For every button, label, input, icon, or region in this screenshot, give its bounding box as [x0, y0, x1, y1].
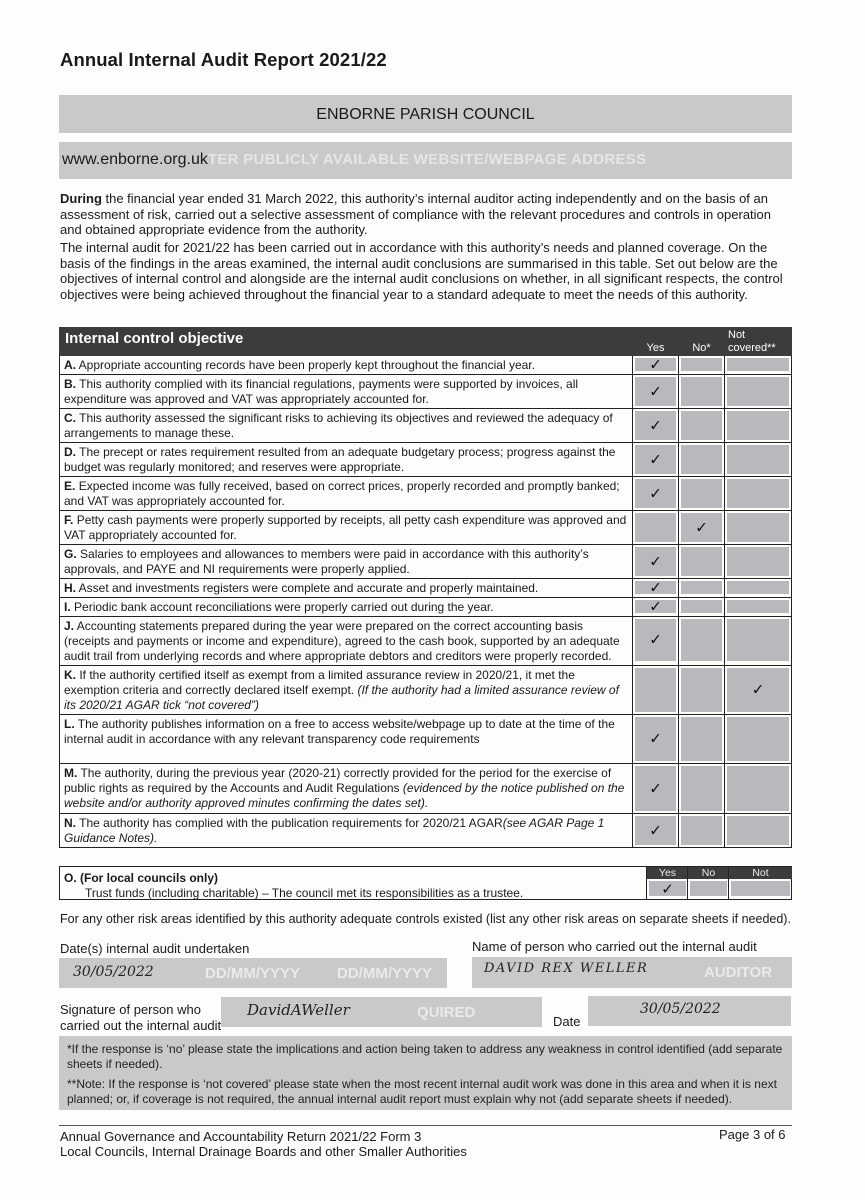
objective-cell [60, 375, 633, 409]
section-o-heading: O. (For local councils only) [64, 871, 219, 885]
notes-box [59, 1036, 792, 1110]
objective-letter: H. [64, 581, 76, 595]
date-label: Date [553, 1014, 581, 1029]
table-row [60, 511, 792, 545]
objective-text: Asset and investments registers were complete and accurate and properly maintained. [78, 581, 539, 595]
dates-field[interactable] [59, 958, 447, 988]
checkbox-fill [727, 619, 789, 661]
footer-divider [59, 1125, 792, 1126]
table-row [60, 764, 792, 814]
checkbox-fill [635, 597, 676, 615]
no-checkbox[interactable] [679, 356, 725, 375]
yes-checkbox[interactable] [633, 511, 679, 545]
no-checkbox[interactable] [679, 579, 725, 598]
objective-text: This authority assessed the significant risks to achieving its objectives and reviewed the adequacy of arrangements to manage these. [64, 411, 613, 440]
yes-checkbox[interactable] [633, 598, 679, 617]
checkbox-fill [635, 479, 676, 508]
objective-text: Salaries to employees and allowances to members were paid in accordance with this authority’s approvals, and PAYE and NI requirements were properly applied. [64, 547, 589, 576]
objective-text: If the authority certified itself as exempt from a limited assurance review in 2020/21, it met the exemption criteria and correctly declared itself exempt. [64, 668, 575, 697]
table-row [60, 666, 792, 715]
table-row [60, 409, 792, 443]
checkbox-fill [727, 358, 789, 371]
auditor-label: Name of person who carried out the internal audit [472, 939, 757, 954]
yes-checkbox[interactable] [633, 764, 679, 814]
objective-cell [60, 617, 633, 666]
objective-cell [60, 443, 633, 477]
header-not-covered [725, 328, 792, 356]
table-row [60, 443, 792, 477]
objective-letter: K. [64, 668, 76, 682]
checkbox-fill [635, 547, 676, 576]
checkbox-fill [635, 445, 676, 474]
section-o-na[interactable] [728, 867, 792, 900]
yes-checkbox[interactable] [633, 409, 679, 443]
date-placeholder-1: DD/MM/YYYY [205, 965, 301, 982]
checkbox-fill [635, 816, 676, 845]
tick-mark: ✓ [649, 578, 662, 596]
website-url: www.enborne.org.uk [62, 151, 208, 168]
tick-mark: ✓ [649, 450, 662, 468]
date-value: 30/05/2022 [640, 1001, 721, 1017]
table-row [60, 375, 792, 409]
checkbox-fill [727, 766, 789, 811]
no-checkbox[interactable] [679, 375, 725, 409]
tick-mark: ✓ [751, 680, 765, 699]
tick-mark: ✓ [649, 779, 662, 797]
checkbox-fill [635, 411, 676, 440]
objective-text: The authority publishes information on a free to access website/webpage up to date at the time of the internal audit in accordance with any relevant transparency code requirements [64, 717, 615, 746]
objective-cell [60, 545, 633, 579]
footer-form-title: Annual Governance and Accountability Return 2021/22 Form 3 [60, 1129, 422, 1144]
section-o-yes-label: Yes [647, 867, 688, 879]
checkbox-fill [727, 513, 789, 542]
checkbox-fill [635, 619, 676, 661]
objective-text: The precept or rates requirement resulted from an adequate budgetary process; progress against the budget was regularly monitored; and reserves were appropriate. [64, 445, 616, 474]
objective-cell [60, 715, 633, 764]
page-number: Page 3 of 6 [719, 1127, 786, 1142]
signature-placeholder: QUIRED [417, 1004, 476, 1021]
checkbox-fill [727, 600, 789, 613]
objective-letter: A. [64, 358, 76, 372]
no-checkbox[interactable] [679, 666, 725, 715]
yes-checkbox[interactable] [633, 666, 679, 715]
objective-cell [60, 409, 633, 443]
table-row [60, 814, 792, 848]
tick-mark: ✓ [649, 821, 662, 839]
tick-mark: ✓ [649, 355, 662, 373]
not-covered-checkbox[interactable] [725, 375, 792, 409]
section-o-yes-box[interactable] [649, 881, 686, 896]
objective-note: (evidenced by the notice published on the website and/or authority approved minutes confirming the dates set). [64, 781, 625, 810]
dates-value: 30/05/2022 [73, 964, 154, 980]
objective-note: (If the authority had a limited assurance review of its 2020/21 AGAR tick “not covered”) [64, 683, 619, 712]
not-covered-checkbox[interactable] [725, 356, 792, 375]
yes-checkbox[interactable] [633, 715, 679, 764]
checkbox-fill [681, 668, 722, 712]
yes-checkbox[interactable] [633, 443, 679, 477]
tick-mark: ✓ [695, 518, 708, 536]
signature-label-1: Signature of person who [60, 1002, 201, 1017]
checkbox-fill [681, 377, 722, 406]
table-row [60, 715, 792, 764]
yes-checkbox[interactable] [633, 579, 679, 598]
tick-mark: ✓ [649, 382, 662, 400]
objective-cell [60, 814, 633, 848]
objective-letter: B. [64, 377, 76, 391]
checkbox-fill [727, 411, 789, 440]
checkbox-fill [727, 717, 789, 761]
checkbox-fill [635, 717, 676, 761]
not-covered-checkbox[interactable] [725, 409, 792, 443]
header-not: Not [728, 329, 746, 341]
tick-mark: ✓ [649, 552, 662, 570]
other-risks-text: For any other risk areas identified by this authority adequate controls existed (list any other risk areas on separate sheets if needed). [60, 912, 791, 926]
table-header [60, 328, 792, 356]
checkbox-fill [727, 668, 789, 712]
date-field[interactable] [588, 996, 791, 1026]
not-covered-checkbox[interactable] [725, 477, 792, 511]
not-covered-checkbox[interactable] [725, 764, 792, 814]
objective-text: Appropriate accounting records have been properly kept throughout the financial year. [78, 358, 535, 372]
checkbox-fill [681, 619, 722, 661]
yes-checkbox[interactable] [633, 617, 679, 666]
no-checkbox[interactable] [679, 764, 725, 814]
not-covered-checkbox[interactable] [725, 511, 792, 545]
checkbox-fill [635, 513, 676, 542]
no-checkbox[interactable] [679, 715, 725, 764]
checkbox-fill [681, 581, 722, 594]
intro-paragraph-1 [60, 191, 790, 238]
header-objective: Internal control objective [60, 328, 633, 356]
section-o-na-box[interactable] [731, 881, 790, 896]
yes-checkbox[interactable] [633, 477, 679, 511]
no-checkbox[interactable] [679, 545, 725, 579]
objective-letter: L. [64, 717, 75, 731]
objective-text: The authority has complied with the publication requirements for 2020/21 AGAR [79, 816, 503, 830]
checkbox-fill [681, 445, 722, 474]
yes-checkbox[interactable] [633, 375, 679, 409]
section-o-text [64, 871, 523, 901]
tick-mark: ✓ [649, 597, 662, 615]
not-covered-checkbox[interactable] [725, 814, 792, 848]
checkbox-fill [681, 479, 722, 508]
objective-letter: I. [64, 600, 71, 614]
no-checkbox[interactable] [679, 409, 725, 443]
no-checkbox[interactable] [679, 443, 725, 477]
table-row [60, 598, 792, 617]
checkbox-fill [681, 600, 722, 613]
tick-mark: ✓ [661, 879, 674, 898]
section-o-yes[interactable] [646, 867, 688, 900]
objective-cell [60, 666, 633, 715]
objective-cell [60, 511, 633, 545]
objective-letter: M. [64, 766, 78, 780]
objective-letter: F. [64, 513, 74, 527]
signature-value: DavidAWeller [247, 1001, 350, 1019]
page-title: Annual Internal Audit Report 2021/22 [60, 49, 387, 70]
checkbox-fill [727, 547, 789, 576]
section-o-no[interactable] [687, 867, 729, 900]
objective-letter: J. [64, 619, 75, 633]
checkbox-fill [681, 717, 722, 761]
tick-mark: ✓ [649, 484, 662, 502]
section-o-description: Trust funds (including charitable) – The council met its responsibilities as a trustee. [85, 886, 524, 900]
header-no: No* [679, 328, 725, 356]
not-covered-checkbox[interactable] [725, 666, 792, 715]
no-checkbox[interactable] [679, 477, 725, 511]
header-covered: covered** [728, 342, 776, 354]
yes-checkbox[interactable] [633, 356, 679, 375]
website-placeholder: TER PUBLICLY AVAILABLE WEBSITE/WEBPAGE ADDRESS [207, 151, 647, 168]
objective-cell [60, 579, 633, 598]
objective-cell [60, 356, 633, 375]
checkbox-fill [635, 355, 676, 373]
signature-label-2: carried out the internal audit [60, 1018, 222, 1033]
objective-text: Periodic bank account reconciliations were properly carried out during the year. [74, 600, 494, 614]
note-no: *If the response is ‘no’ please state the implications and action being taken to address any weakness in control identified (add separate sheets if needed). [67, 1042, 783, 1071]
checkbox-fill [681, 766, 722, 811]
header-yes: Yes [633, 328, 679, 356]
footer-authority-type: Local Councils, Internal Drainage Boards and other Smaller Authorities [60, 1144, 467, 1159]
tick-mark: ✓ [649, 630, 662, 649]
objective-text: Accounting statements prepared during the year were prepared on the correct accounting basis (receipts and payments or income and expenditure), agreed to the cash book, supported by an adequate audit trail from underlying records and where appropriate debtors and creditors were properly recorded. [64, 619, 620, 663]
signature-label [60, 1002, 221, 1034]
section-o-no-label: No [688, 867, 729, 879]
council-name-field: ENBORNE PARISH COUNCIL [59, 95, 792, 133]
auditor-name-field[interactable] [472, 957, 792, 988]
tick-mark: ✓ [649, 416, 662, 434]
objective-text: Petty cash payments were properly supported by receipts, all petty cash expenditure was approved and VAT appropriately accounted for. [64, 513, 627, 542]
table-row [60, 579, 792, 598]
not-covered-checkbox[interactable] [725, 598, 792, 617]
yes-checkbox[interactable] [633, 545, 679, 579]
objective-cell [60, 477, 633, 511]
website-field [59, 142, 792, 179]
checkbox-fill [681, 816, 722, 845]
dates-label: Date(s) internal audit undertaken [60, 941, 250, 956]
objective-letter: D. [64, 445, 76, 459]
section-o-na-label: Not [729, 867, 792, 879]
checkbox-fill [727, 445, 789, 474]
yes-checkbox[interactable] [633, 814, 679, 848]
section-o-no-box[interactable] [690, 881, 727, 896]
objective-letter: G. [64, 547, 77, 561]
checkbox-fill [681, 358, 722, 371]
checkbox-fill [681, 547, 722, 576]
table-row [60, 617, 792, 666]
note-not-covered: **Note: If the response is ‘not covered’ please state when the most recent internal audit work was done in this area and when it is next planned; or, if coverage is not required, the annual internal audit report must explain why not (add separate sheets if needed). [67, 1077, 777, 1106]
objective-text: Expected income was fully received, based on correct prices, properly recorded and promptly banked; and VAT was appropriately accounted for. [64, 479, 620, 508]
checkbox-fill [727, 479, 789, 508]
checkbox-fill [635, 377, 676, 406]
tick-mark: ✓ [649, 729, 662, 748]
objective-note: (see AGAR Page 1 Guidance Notes). [64, 816, 605, 845]
objective-cell [60, 764, 633, 814]
checkbox-fill [727, 816, 789, 845]
table-row [60, 356, 792, 375]
objective-cell [60, 598, 633, 617]
not-covered-checkbox[interactable] [725, 443, 792, 477]
table-row [60, 545, 792, 579]
auditor-placeholder: AUDITOR [704, 964, 773, 981]
intro-paragraph-2: The internal audit for 2021/22 has been carried out in accordance with this authority’s needs and planned coverage. On the basis of the findings in the areas examined, the internal audit conclusions are summarised in this table. Set out below are the objectives of internal control and alongside are the internal audit conclusions on whether, in all significant respects, the control objectives were being achieved throughout the financial year to a standard adequate to meet the needs of this authority. [60, 240, 783, 302]
table-row [60, 477, 792, 511]
checkbox-fill [635, 578, 676, 596]
objective-text: The authority, during the previous year (2020-21) correctly provided for the period for the exercise of public rights as required by the Accounts and Audit Regulations [64, 766, 612, 795]
checkbox-fill [727, 377, 789, 406]
checkbox-fill [681, 513, 722, 542]
no-checkbox[interactable] [679, 814, 725, 848]
objective-letter: N. [64, 816, 76, 830]
checkbox-fill [681, 411, 722, 440]
checkbox-fill [727, 581, 789, 594]
checkbox-fill [635, 766, 676, 811]
not-covered-checkbox[interactable] [725, 617, 792, 666]
signature-field[interactable] [221, 997, 542, 1027]
no-checkbox[interactable] [679, 511, 725, 545]
objective-text: This authority complied with its financial regulations, payments were supported by invoices, all expenditure was approved and VAT was appropriately accounted for. [64, 377, 579, 406]
auditor-name-value: DAVID REX WELLER [484, 961, 649, 976]
checkbox-fill [635, 668, 676, 712]
not-covered-checkbox[interactable] [725, 579, 792, 598]
not-covered-checkbox[interactable] [725, 715, 792, 764]
intro-text: the financial year ended 31 March 2022, this authority’s internal auditor acting independently and on the basis of an assessment of risk, carried out a selective assessment of compliance with the relevant procedures and controls in operation and obtained appropriate evidence from the authority. [60, 191, 772, 237]
objective-letter: E. [64, 479, 76, 493]
no-checkbox[interactable] [679, 617, 725, 666]
section-o [59, 866, 792, 900]
not-covered-checkbox[interactable] [725, 545, 792, 579]
control-objectives-table [59, 327, 792, 848]
no-checkbox[interactable] [679, 598, 725, 617]
date-placeholder-2: DD/MM/YYYY [337, 965, 433, 982]
intro-lead: During [60, 191, 102, 206]
objective-letter: C. [64, 411, 76, 425]
